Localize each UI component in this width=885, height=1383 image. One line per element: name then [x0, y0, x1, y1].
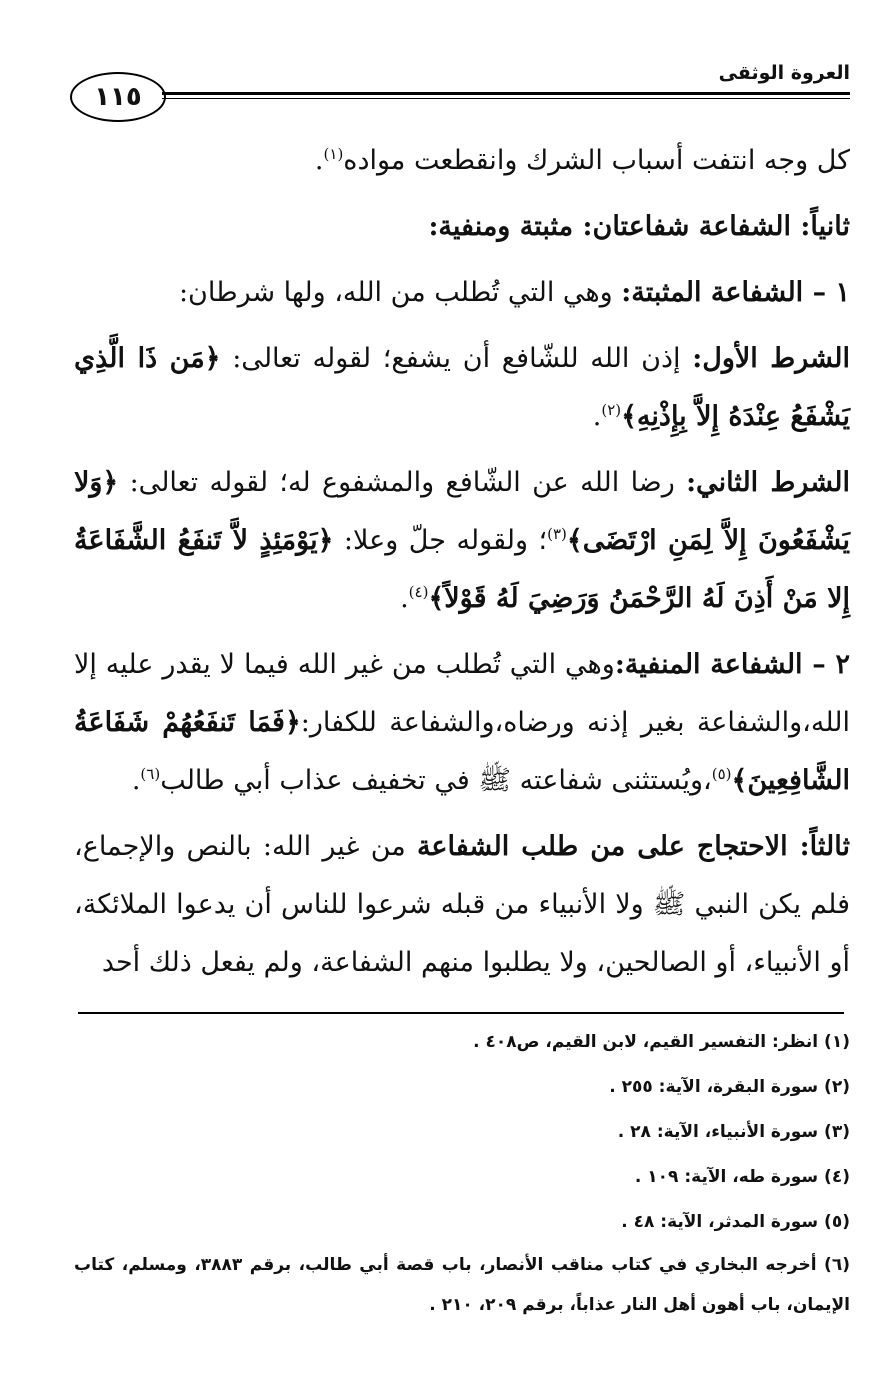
paragraph-text: وهي التي تُطلب من الله، ولها شرطان:: [178, 277, 622, 308]
book-title: العروة الوثقى: [718, 62, 850, 84]
footnote: (٣) سورة الأنبياء، الآية: ٢٨ .: [617, 1122, 850, 1142]
punctuation: .: [314, 145, 324, 176]
lead-text: ١ – الشفاعة المثبتة:: [621, 277, 850, 308]
paragraph: [74, 330, 850, 446]
footnote: (٥) سورة المدثر، الآية: ٤٨ .: [621, 1212, 850, 1232]
paragraph: [74, 818, 850, 992]
heading-text: ثانياً: الشفاعة شفاعتان: مثبتة ومنفية:: [428, 211, 850, 242]
quran-quote: ﴿فَمَا تَنفَعُهُمْ شَفَاعَةُ الشَّافِعِينَ﴾: [74, 707, 850, 796]
paragraph: [74, 454, 850, 628]
paragraph-text: إذن الله للشّافع أن يشفع؛ لقوله تعالى:: [220, 343, 693, 374]
paragraph-text: كل وجه انتفت أسباب الشرك وانقطعت مواده: [343, 145, 850, 176]
paragraph: [74, 264, 850, 322]
lead-text: الشرط الثاني:: [686, 467, 851, 498]
page-number: ١١٥: [70, 72, 166, 122]
paragraph-text: وهي التي تُطلب من غير الله فيما لا يقدر عليه إلا الله،والشفاعة بغير إذنه ورضاه،والشفاعة للكفار:: [74, 649, 851, 738]
footnote-ref: (٢): [601, 401, 622, 419]
lead-text: ثالثاً: الاحتجاج على من طلب الشفاعة: [416, 831, 850, 862]
paragraph-text: ؛ ولقوله جلّ وعلا:: [333, 525, 548, 556]
main-text: [74, 132, 850, 1000]
footnote-ref: (١): [323, 145, 344, 163]
paragraph-text: من غير الله: بالنص والإجماع، فلم يكن النبي ﷺ ولا الأنبياء من قبله شرعوا للناس أن يدعوا الملائكة، أو الأنبياء، أو الصالحين، ولا يطلبوا منهم الشفاعة، ولم يفعل ذلك أحد: [74, 831, 850, 978]
section-heading: [74, 198, 850, 256]
footnote: (٦) أخرجه البخاري في كتاب مناقب الأنصار، باب قصة أبي طالب، برقم ٣٨٨٣، ومسلم، كتاب الإيمان، باب أهون أهل النار عذاباً، برقم ٢٠٩، ٢١٠ .: [74, 1255, 850, 1315]
quran-quote: ﴿يَوْمَئِذٍ لاَّ تَنفَعُ الشَّفَاعَةُ إِلا مَنْ أَذِنَ لَهُ الرَّحْمَنُ وَرَضِيَ لَهُ قَوْلاً﴾: [74, 525, 850, 614]
lead-text: الشرط الأول:: [692, 343, 850, 374]
paragraph: [74, 636, 850, 810]
quran-quote: ﴿مَن ذَا الَّذِي يَشْفَعُ عِنْدَهُ إِلاَّ بِإِذْنِهِ﴾: [74, 343, 850, 432]
paragraph-text: ،ويُستثنى شفاعته ﷺ في تخفيف عذاب أبي طالب: [160, 765, 712, 796]
footnote-ref: (٣): [547, 525, 567, 543]
paragraph-text: رضا الله عن الشّافع والمشفوع له؛ لقوله تعالى:: [118, 467, 687, 498]
footnote-ref: (٤): [408, 583, 429, 601]
footnote-ref: (٥): [711, 765, 732, 783]
header-rule: [162, 92, 850, 95]
page-header: [70, 60, 850, 130]
punctuation: .: [131, 765, 141, 796]
header-rule-thin: [162, 98, 850, 99]
footnote-ref: (٦): [140, 765, 161, 783]
footnote: (١) انظر: التفسير القيم، لابن القيم، ص٤٠٨ .: [473, 1032, 850, 1052]
footnote: (٢) سورة البقرة، الآية: ٢٥٥ .: [609, 1077, 850, 1097]
footnote-divider: [78, 1012, 844, 1014]
punctuation: .: [592, 401, 602, 432]
footnote: (٤) سورة طه، الآية: ١٠٩ .: [634, 1167, 850, 1187]
footnotes: [74, 1020, 850, 1325]
quran-quote: ﴿وَلا يَشْفَعُونَ إِلاَّ لِمَنِ ارْتَضَى﴾: [74, 467, 851, 556]
lead-text: ٢ – الشفاعة المنفية:: [614, 649, 851, 680]
paragraph: [74, 132, 850, 190]
punctuation: .: [400, 583, 409, 614]
